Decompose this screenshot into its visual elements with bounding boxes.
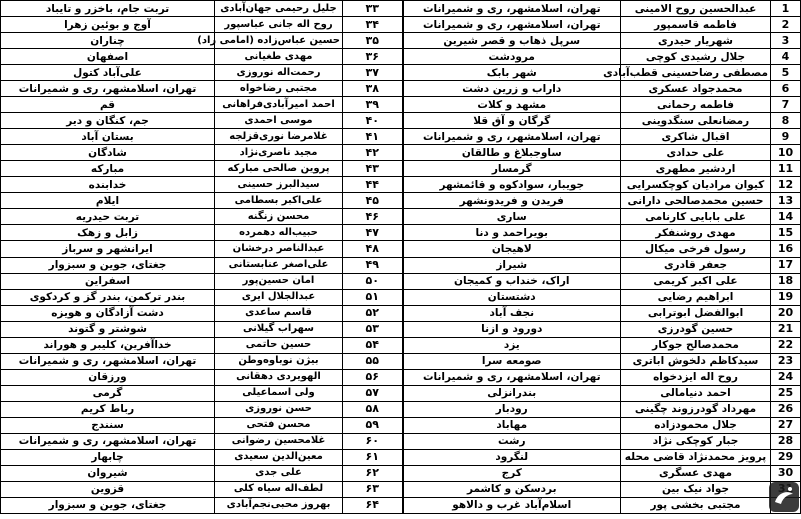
right-name-cell: مصطفی رضاحسینی قطب‌آبادی [621, 65, 771, 81]
right-number-cell: 2 [771, 17, 801, 33]
right-name-cell: اقبال شاکری [621, 129, 771, 145]
left-district-cell: تهران، اسلامشهر، ری و شمیرانات [1, 433, 215, 449]
left-district-cell: خدابنده [1, 177, 215, 193]
left-district-cell: جغتای، جوین و سبزوار [1, 257, 215, 273]
watermark-logo [768, 480, 800, 514]
left-district-cell: ورزقان [1, 369, 215, 385]
right-district-cell: شیراز [403, 257, 621, 273]
left-district-cell: بستان آباد [1, 129, 215, 145]
left-number-cell: ۶۱ [343, 449, 403, 465]
table-row [1, 177, 801, 193]
left-name-cell: علی‌اصغر عنابستانی [215, 257, 343, 273]
right-number-cell: 24 [771, 369, 801, 385]
table-row [1, 97, 801, 113]
left-number-cell: ۶۲ [343, 465, 403, 481]
left-district-cell: سنندج [1, 417, 215, 433]
right-number-cell: 8 [771, 113, 801, 129]
left-name-cell: حبیب‌اله دهمرده [215, 225, 343, 241]
table-row [1, 81, 801, 97]
right-name-cell: مهدی عسگری [621, 465, 771, 481]
right-name-cell: رسول فرخی میکال [621, 241, 771, 257]
left-name-cell: حسین حاتمی [215, 337, 343, 353]
table-row [1, 465, 801, 481]
right-name-cell: ابوالفضل ابوترابی [621, 305, 771, 321]
right-number-cell: 19 [771, 289, 801, 305]
left-number-cell: ۵۵ [343, 353, 403, 369]
right-name-cell: جلال محمودزاده [621, 417, 771, 433]
right-number-cell: 15 [771, 225, 801, 241]
right-number-cell: 21 [771, 321, 801, 337]
right-number-cell: 7 [771, 97, 801, 113]
right-district-cell: دورود و ازنا [403, 321, 621, 337]
right-number-cell: 6 [771, 81, 801, 97]
right-number-cell: 16 [771, 241, 801, 257]
left-district-cell: بندر ترکمن، بندر گز و کردکوی [1, 289, 215, 305]
left-district-cell: دشت آزادگان و هویزه [1, 305, 215, 321]
table-row [1, 209, 801, 225]
left-name-cell: مجید ناصری‌نژاد [215, 145, 343, 161]
right-district-cell: یزد [403, 337, 621, 353]
right-district-cell: بندرانزلی [403, 385, 621, 401]
left-number-cell: ۴۲ [343, 145, 403, 161]
table-row [1, 449, 801, 465]
left-number-cell: ۳۶ [343, 49, 403, 65]
left-name-cell: مجتبی رضاخواه [215, 81, 343, 97]
table-row [1, 385, 801, 401]
right-number-cell: 18 [771, 273, 801, 289]
left-name-cell: حسین عباس‌زاده (امامی راد) [215, 33, 343, 49]
left-district-cell: شادگان [1, 145, 215, 161]
right-number-cell: 5 [771, 65, 801, 81]
left-district-cell: تربت جام، باخزر و تایباد [1, 1, 215, 17]
right-name-cell: کیوان مرادیان کوچکسرایی [621, 177, 771, 193]
right-district-cell: اسلام‌آباد غرب و دالاهو [403, 497, 621, 513]
table-row [1, 401, 801, 417]
right-name-cell: علی بابایی کارنامی [621, 209, 771, 225]
right-number-cell: 25 [771, 385, 801, 401]
table-row [1, 321, 801, 337]
left-name-cell: الهویردی دهقانی [215, 369, 343, 385]
right-district-cell: سرپل ذهاب و قصر شیرین [403, 33, 621, 49]
right-district-cell: بویراحمد و دنا [403, 225, 621, 241]
right-district-cell: مرودشت [403, 49, 621, 65]
right-name-cell: روح اله ایزدخواه [621, 369, 771, 385]
left-name-cell: غلامحسین رضوانی [215, 433, 343, 449]
right-name-cell: مهدی روشنفکر [621, 225, 771, 241]
left-number-cell: ۳۳ [343, 1, 403, 17]
left-district-cell: چناران [1, 33, 215, 49]
right-district-cell: اراک، خنداب و کمیجان [403, 273, 621, 289]
right-number-cell: 28 [771, 433, 801, 449]
table-row [1, 49, 801, 65]
left-district-cell: شیروان [1, 465, 215, 481]
left-district-cell: خداآفرین، کلیبر و هوراند [1, 337, 215, 353]
table-row [1, 145, 801, 161]
right-number-cell: 13 [771, 193, 801, 209]
right-name-cell: فاطمه قاسمپور [621, 17, 771, 33]
right-name-cell: پرویز محمدنژاد قاضی محله [621, 449, 771, 465]
right-name-cell: احمد دنیامالی [621, 385, 771, 401]
left-district-cell: اصفهان [1, 49, 215, 65]
right-name-cell: مهرداد گودرزوند چگینی [621, 401, 771, 417]
right-district-cell: ساری [403, 209, 621, 225]
left-name-cell: بیژن نوباوه‌وطن [215, 353, 343, 369]
left-number-cell: ۴۹ [343, 257, 403, 273]
table-row [1, 273, 801, 289]
right-number-cell: 14 [771, 209, 801, 225]
left-number-cell: ۳۹ [343, 97, 403, 113]
left-district-cell: گرمی [1, 385, 215, 401]
table-row [1, 17, 801, 33]
right-name-cell: فاطمه رحمانی [621, 97, 771, 113]
right-name-cell: ابراهیم رضایی [621, 289, 771, 305]
right-name-cell: شهریار حیدری [621, 33, 771, 49]
right-district-cell: صومعه سرا [403, 353, 621, 369]
left-number-cell: ۵۷ [343, 385, 403, 401]
right-name-cell: رمضانعلی سنگدوینی [621, 113, 771, 129]
left-name-cell: عبدالناصر درخشان [215, 241, 343, 257]
left-number-cell: ۳۴ [343, 17, 403, 33]
left-number-cell: ۴۶ [343, 209, 403, 225]
left-number-cell: ۴۵ [343, 193, 403, 209]
table-row [1, 337, 801, 353]
left-number-cell: ۴۰ [343, 113, 403, 129]
right-name-cell: علی حدادی [621, 145, 771, 161]
left-number-cell: ۴۷ [343, 225, 403, 241]
right-number-cell: 30 [771, 465, 801, 481]
table-row [1, 305, 801, 321]
table-row [1, 1, 801, 17]
left-name-cell: ولی اسماعیلی [215, 385, 343, 401]
right-number-cell: 29 [771, 449, 801, 465]
table-row [1, 65, 801, 81]
left-number-cell: ۴۸ [343, 241, 403, 257]
left-name-cell: معین‌الدین سعیدی [215, 449, 343, 465]
table-row [1, 225, 801, 241]
table-row [1, 33, 801, 49]
left-name-cell: علی جدی [215, 465, 343, 481]
right-district-cell: دشتستان [403, 289, 621, 305]
right-district-cell: تهران، اسلامشهر، ری و شمیرانات [403, 129, 621, 145]
table-row [1, 353, 801, 369]
left-district-cell: ایرانشهر و سرباز [1, 241, 215, 257]
right-name-cell: جعفر قادری [621, 257, 771, 273]
table-body [1, 1, 801, 514]
left-district-cell: قم [1, 97, 215, 113]
left-district-cell: زابل و زهک [1, 225, 215, 241]
left-number-cell: ۴۳ [343, 161, 403, 177]
left-district-cell: اسفراین [1, 273, 215, 289]
right-name-cell: علی اکبر کریمی [621, 273, 771, 289]
table-row [1, 129, 801, 145]
left-name-cell: موسی احمدی [215, 113, 343, 129]
right-number-cell: 23 [771, 353, 801, 369]
left-district-cell: جغتای، جوین و سبزوار [1, 497, 215, 513]
right-number-cell: 12 [771, 177, 801, 193]
left-number-cell: ۵۸ [343, 401, 403, 417]
left-number-cell: ۶۴ [343, 497, 403, 513]
table-row [1, 417, 801, 433]
left-number-cell: ۴۴ [343, 177, 403, 193]
right-number-cell: 1 [771, 1, 801, 17]
right-number-cell: 26 [771, 401, 801, 417]
table-row [1, 497, 801, 513]
left-name-cell: عبدالجلال ایری [215, 289, 343, 305]
right-district-cell: گرمسار [403, 161, 621, 177]
left-number-cell: ۳۷ [343, 65, 403, 81]
right-district-cell: جویبار، سوادکوه و قائمشهر [403, 177, 621, 193]
table-row [1, 481, 801, 497]
right-number-cell: 4 [771, 49, 801, 65]
left-district-cell: شوشتر و گتوند [1, 321, 215, 337]
left-district-cell: تربت حیدریه [1, 209, 215, 225]
right-district-cell: تهران، اسلامشهر، ری و شمیرانات [403, 1, 621, 17]
table-row [1, 193, 801, 209]
left-name-cell: سهراب گیلانی [215, 321, 343, 337]
left-name-cell: جلیل رحیمی جهان‌آبادی [215, 1, 343, 17]
left-district-cell: چابهار [1, 449, 215, 465]
left-number-cell: ۳۵ [343, 33, 403, 49]
left-district-cell: قزوین [1, 481, 215, 497]
right-district-cell: مشهد و کلات [403, 97, 621, 113]
left-name-cell: قاسم ساعدی [215, 305, 343, 321]
right-name-cell: جبار کوچکی نژاد [621, 433, 771, 449]
right-district-cell: لنگرود [403, 449, 621, 465]
right-name-cell: مجتبی بخشی پور [621, 497, 771, 513]
left-number-cell: ۵۹ [343, 417, 403, 433]
right-name-cell: حسین محمدصالحی دارانی [621, 193, 771, 209]
right-number-cell: 27 [771, 417, 801, 433]
left-number-cell: ۳۸ [343, 81, 403, 97]
right-district-cell: شهر بابک [403, 65, 621, 81]
left-district-cell: ایلام [1, 193, 215, 209]
table-row [1, 161, 801, 177]
left-name-cell: حسن نوروزی [215, 401, 343, 417]
right-district-cell: بردسکن و کاشمر [403, 481, 621, 497]
table-row [1, 241, 801, 257]
right-district-cell: فریدن و فریدونشهر [403, 193, 621, 209]
left-district-cell: تهران، اسلامشهر، ری و شمیرانات [1, 353, 215, 369]
left-name-cell: محسن فتحی [215, 417, 343, 433]
left-name-cell: غلامرضا نوری‌قزلجه [215, 129, 343, 145]
left-name-cell: امان حسین‌پور [215, 273, 343, 289]
right-number-cell: 9 [771, 129, 801, 145]
left-name-cell: علی‌اکبر بسطامی [215, 193, 343, 209]
left-name-cell: بهروز محبی‌نجم‌آبادی [215, 497, 343, 513]
right-number-cell: 11 [771, 161, 801, 177]
right-number-cell: 17 [771, 257, 801, 273]
left-number-cell: ۶۰ [343, 433, 403, 449]
left-district-cell: تهران، اسلامشهر، ری و شمیرانات [1, 81, 215, 97]
right-district-cell: مهاباد [403, 417, 621, 433]
right-district-cell: رشت [403, 433, 621, 449]
left-number-cell: ۵۱ [343, 289, 403, 305]
left-district-cell: آوج و بوئین زهرا [1, 17, 215, 33]
right-name-cell: عبدالحسین روح الامینی [621, 1, 771, 17]
left-district-cell: جم، کنگان و دیر [1, 113, 215, 129]
right-district-cell: لاهیجان [403, 241, 621, 257]
right-name-cell: اردشیر مطهری [621, 161, 771, 177]
right-district-cell: ساوجبلاغ و طالقان [403, 145, 621, 161]
left-name-cell: مهدی طغیانی [215, 49, 343, 65]
right-district-cell: گرگان و آق قلا [403, 113, 621, 129]
left-number-cell: ۵۲ [343, 305, 403, 321]
left-district-cell: مبارکه [1, 161, 215, 177]
left-number-cell: ۵۳ [343, 321, 403, 337]
left-name-cell: احمد امیرآبادی‌فراهانی [215, 97, 343, 113]
table-row [1, 257, 801, 273]
right-number-cell: 3 [771, 33, 801, 49]
left-number-cell: ۶۳ [343, 481, 403, 497]
left-number-cell: ۵۴ [343, 337, 403, 353]
table-row [1, 113, 801, 129]
right-district-cell: تهران، اسلامشهر، ری و شمیرانات [403, 17, 621, 33]
right-number-cell: 22 [771, 337, 801, 353]
right-name-cell: محمدجواد عسکری [621, 81, 771, 97]
right-district-cell: رودبار [403, 401, 621, 417]
right-name-cell: محمدصالح جوکار [621, 337, 771, 353]
left-number-cell: ۵۰ [343, 273, 403, 289]
right-district-cell: کرج [403, 465, 621, 481]
right-number-cell: 10 [771, 145, 801, 161]
left-name-cell: لطف‌اله سیاه کلی [215, 481, 343, 497]
left-district-cell: علی‌آباد کتول [1, 65, 215, 81]
table-row [1, 289, 801, 305]
left-number-cell: ۵۶ [343, 369, 403, 385]
left-name-cell: رحمت‌اله نوروزی [215, 65, 343, 81]
right-name-cell: سیدکاظم دلخوش اباتری [621, 353, 771, 369]
right-name-cell: حسین گودرزی [621, 321, 771, 337]
right-number-cell: 20 [771, 305, 801, 321]
right-name-cell: جلال رشیدی کوچی [621, 49, 771, 65]
right-district-cell: نجف آباد [403, 305, 621, 321]
left-district-cell: رباط کریم [1, 401, 215, 417]
right-district-cell: داراب و زرین دشت [403, 81, 621, 97]
left-name-cell: روح اله جانی عباسپور [215, 17, 343, 33]
right-name-cell: جواد نیک بین [621, 481, 771, 497]
left-number-cell: ۴۱ [343, 129, 403, 145]
watermark-logo-icon [768, 480, 800, 514]
left-name-cell: پروین صالحی مبارکه [215, 161, 343, 177]
table-row [1, 433, 801, 449]
table-row [1, 369, 801, 385]
left-name-cell: سیدالبرز حسینی [215, 177, 343, 193]
right-district-cell: تهران، اسلامشهر، ری و شمیرانات [403, 369, 621, 385]
left-name-cell: محسن زنگنه [215, 209, 343, 225]
